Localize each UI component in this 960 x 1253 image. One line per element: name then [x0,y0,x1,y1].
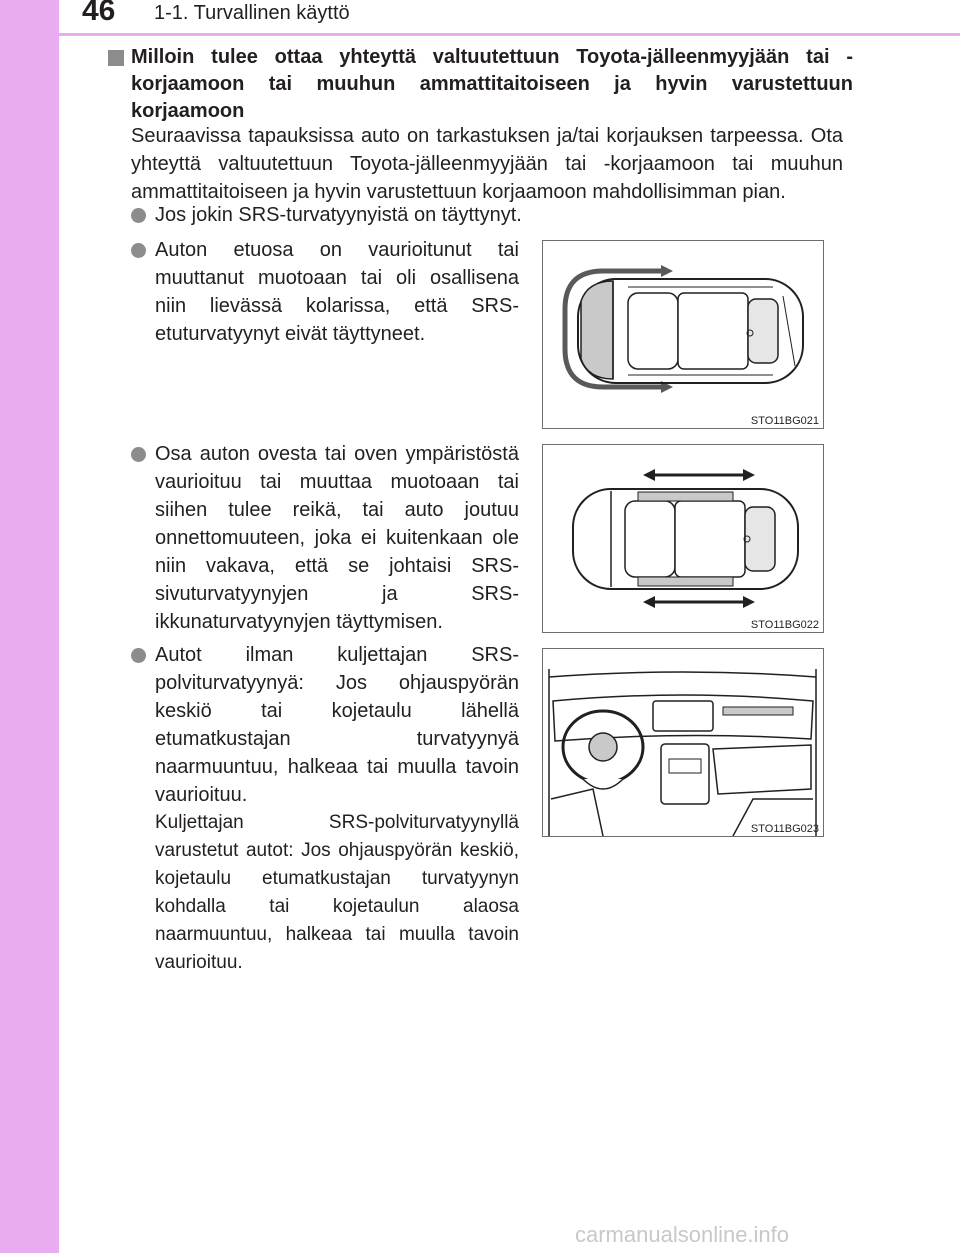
bullet-dot-icon [131,648,146,663]
bullet-extra-text: Kuljettajan SRS-polviturvatyynyllä varustetut autot: Jos ohjauspyörän keskiö, kojetaulu etumatkustajan turvatyynyn kohdalla tai kojetaulun alaosa naarmuuntuu, halkeaa tai muulla tavoin vaurioituu. [155,812,519,973]
section-heading [108,44,853,125]
bullet-item [131,641,519,977]
square-bullet-icon [108,50,124,66]
bullet-item [131,201,551,229]
figure-code: STO11BG023 [750,823,819,835]
figure-code: STO11BG021 [750,415,819,427]
bullet-dot-icon [131,208,146,223]
dashboard-interior-icon [543,649,823,836]
bullet-text: Autot ilman kuljettajan SRS-polviturvatyynyä: Jos ohjauspyörän keskiö tai kojetaulu lähellä etumatkustajan turvatyynyä naarmuuntuu, halkeaa tai muulla tavoin vaurioituu. [155,644,519,806]
figure-side-damage [542,444,824,633]
figure-code: STO11BG022 [750,619,819,631]
header-divider [59,33,960,36]
bullet-text: Osa auton ovesta tai oven ympäristöstä vaurioituu tai muuttaa muotoaan tai siihen tulee reikä, tai auto joutuu onnettomuuteen, joka ei kuitenkaan ole niin vakava, että se johtaisi SRS-sivuturvatyynyjen ja SRS-ikkunaturvatyynyjen täyttymisen. [155,443,519,633]
sidebar-tab [0,0,59,1253]
car-front-damage-icon [543,241,823,428]
bullet-dot-icon [131,447,146,462]
car-side-damage-icon [543,445,823,632]
bullet-text: Jos jokin SRS-turvatyynyistä on täyttynyt. [155,204,522,226]
figure-dashboard [542,648,824,837]
bullet-item [131,236,519,348]
bullet-item [131,440,519,636]
bullet-text: Auton etuosa on vaurioitunut tai muuttanut muotoaan tai oli osallisena niin lievässä kolarissa, että SRS-etuturvatyynyt eivät täyttyneet. [155,239,519,345]
heading-text: Milloin tulee ottaa yhteyttä valtuutettuun Toyota-jälleenmyyjään tai -korjaamoon tai muuhun ammattitaitoiseen ja hyvin varustettuun korjaamoon [131,46,853,122]
intro-paragraph: Seuraavissa tapauksissa auto on tarkastuksen ja/tai korjauksen tarpeessa. Ota yhteyttä valtuutettuun Toyota-jälleenmyyjään tai -korjaamoon tai muuhun ammattitaitoiseen ja hyvin varustettuun korjaamoon mahdollisimman pian. [131,125,843,203]
watermark: carmanualsonline.info [575,1222,790,1247]
bullet-dot-icon [131,243,146,258]
section-title: 1-1. Turvallinen käyttö [154,2,350,24]
page-number: 46 [82,0,116,27]
figure-front-damage [542,240,824,429]
